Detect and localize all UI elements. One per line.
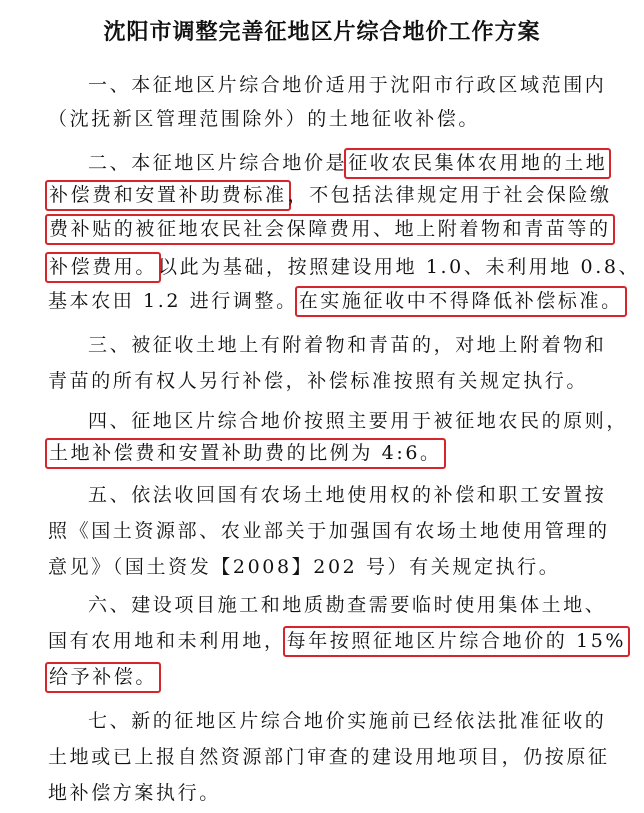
paragraph-line — [48, 742, 610, 772]
paragraph-line — [48, 626, 627, 656]
highlighted-text: 土地补偿费和安置补助费的比例为 4:6。 — [45, 438, 446, 469]
paragraph-line — [48, 516, 610, 546]
paragraph-line — [48, 438, 443, 468]
paragraph-line — [88, 706, 606, 736]
paragraph-line — [48, 366, 588, 396]
text-segment: （沈抚新区管理范围除外）的土地征收补偿。 — [48, 108, 481, 130]
text-segment: 二、本征地区片综合地价是 — [88, 152, 348, 174]
paragraph-line — [48, 180, 612, 210]
highlighted-text: 征收农民集体农用地的土地 — [344, 148, 611, 179]
paragraph-line — [88, 590, 606, 620]
paragraph-line — [88, 406, 628, 436]
text-segment: 四、征地区片综合地价按照主要用于被征地农民的原则， — [88, 410, 629, 432]
text-segment: 青苗的所有权人另行补偿，补偿标准按照有关规定执行。 — [48, 370, 589, 392]
paragraph-line — [48, 214, 612, 244]
paragraph-line — [88, 148, 608, 178]
paragraph-line — [88, 70, 606, 100]
document-title: 沈阳市调整完善征地区片综合地价工作方案 — [103, 20, 541, 45]
text-segment: 一、本征地区片综合地价适用于沈阳市行政区域范围内 — [88, 74, 607, 96]
text-segment: 以此为基础，按照建设用地 1.0、未利用地 0.8、 — [158, 256, 641, 278]
paragraph-line — [48, 286, 624, 316]
text-segment: 国有农用地和未利用地， — [48, 630, 286, 652]
paragraph-line — [48, 778, 221, 808]
highlighted-text: 补偿费用。 — [45, 252, 161, 283]
text-segment: 地补偿方案执行。 — [48, 782, 221, 804]
highlighted-text: 费补贴的被征地农民社会保障费用、地上附着物和青苗等的 — [45, 214, 615, 245]
text-segment: 五、依法收回国有农场土地使用权的补偿和职工安置按 — [88, 484, 607, 506]
paragraph-line — [48, 104, 480, 134]
text-segment: 基本农田 1.2 进行调整。 — [48, 290, 298, 312]
highlighted-text: 在实施征收中不得降低补偿标准。 — [295, 286, 627, 317]
highlighted-text: 每年按照征地区片综合地价的 15% — [283, 626, 630, 657]
text-segment: 照《国土资源部、农业部关于加强国有农场土地使用管理的 — [48, 520, 610, 542]
text-segment: 三、被征收土地上有附着物和青苗的，对地上附着物和 — [88, 334, 607, 356]
paragraph-line — [48, 252, 640, 282]
text-segment: 七、新的征地区片综合地价实施前已经依法批准征收的 — [88, 710, 607, 732]
text-segment: 六、建设项目施工和地质勘查需要临时使用集体土地、 — [88, 594, 607, 616]
text-segment: ，不包括法律规定用于社会保险缴 — [287, 184, 612, 206]
text-segment: 土地或已上报自然资源部门审查的建设用地项目，仍按原征 — [48, 746, 610, 768]
paragraph-line — [88, 330, 606, 360]
paragraph-line — [88, 480, 606, 510]
text-segment: 意见》（国土资发【2008】202 号）有关规定执行。 — [48, 556, 561, 578]
highlighted-text: 给予补偿。 — [45, 662, 161, 693]
highlighted-text: 补偿费和安置补助费标准 — [45, 180, 291, 211]
paragraph-line — [48, 552, 560, 582]
paragraph-line — [48, 662, 158, 692]
